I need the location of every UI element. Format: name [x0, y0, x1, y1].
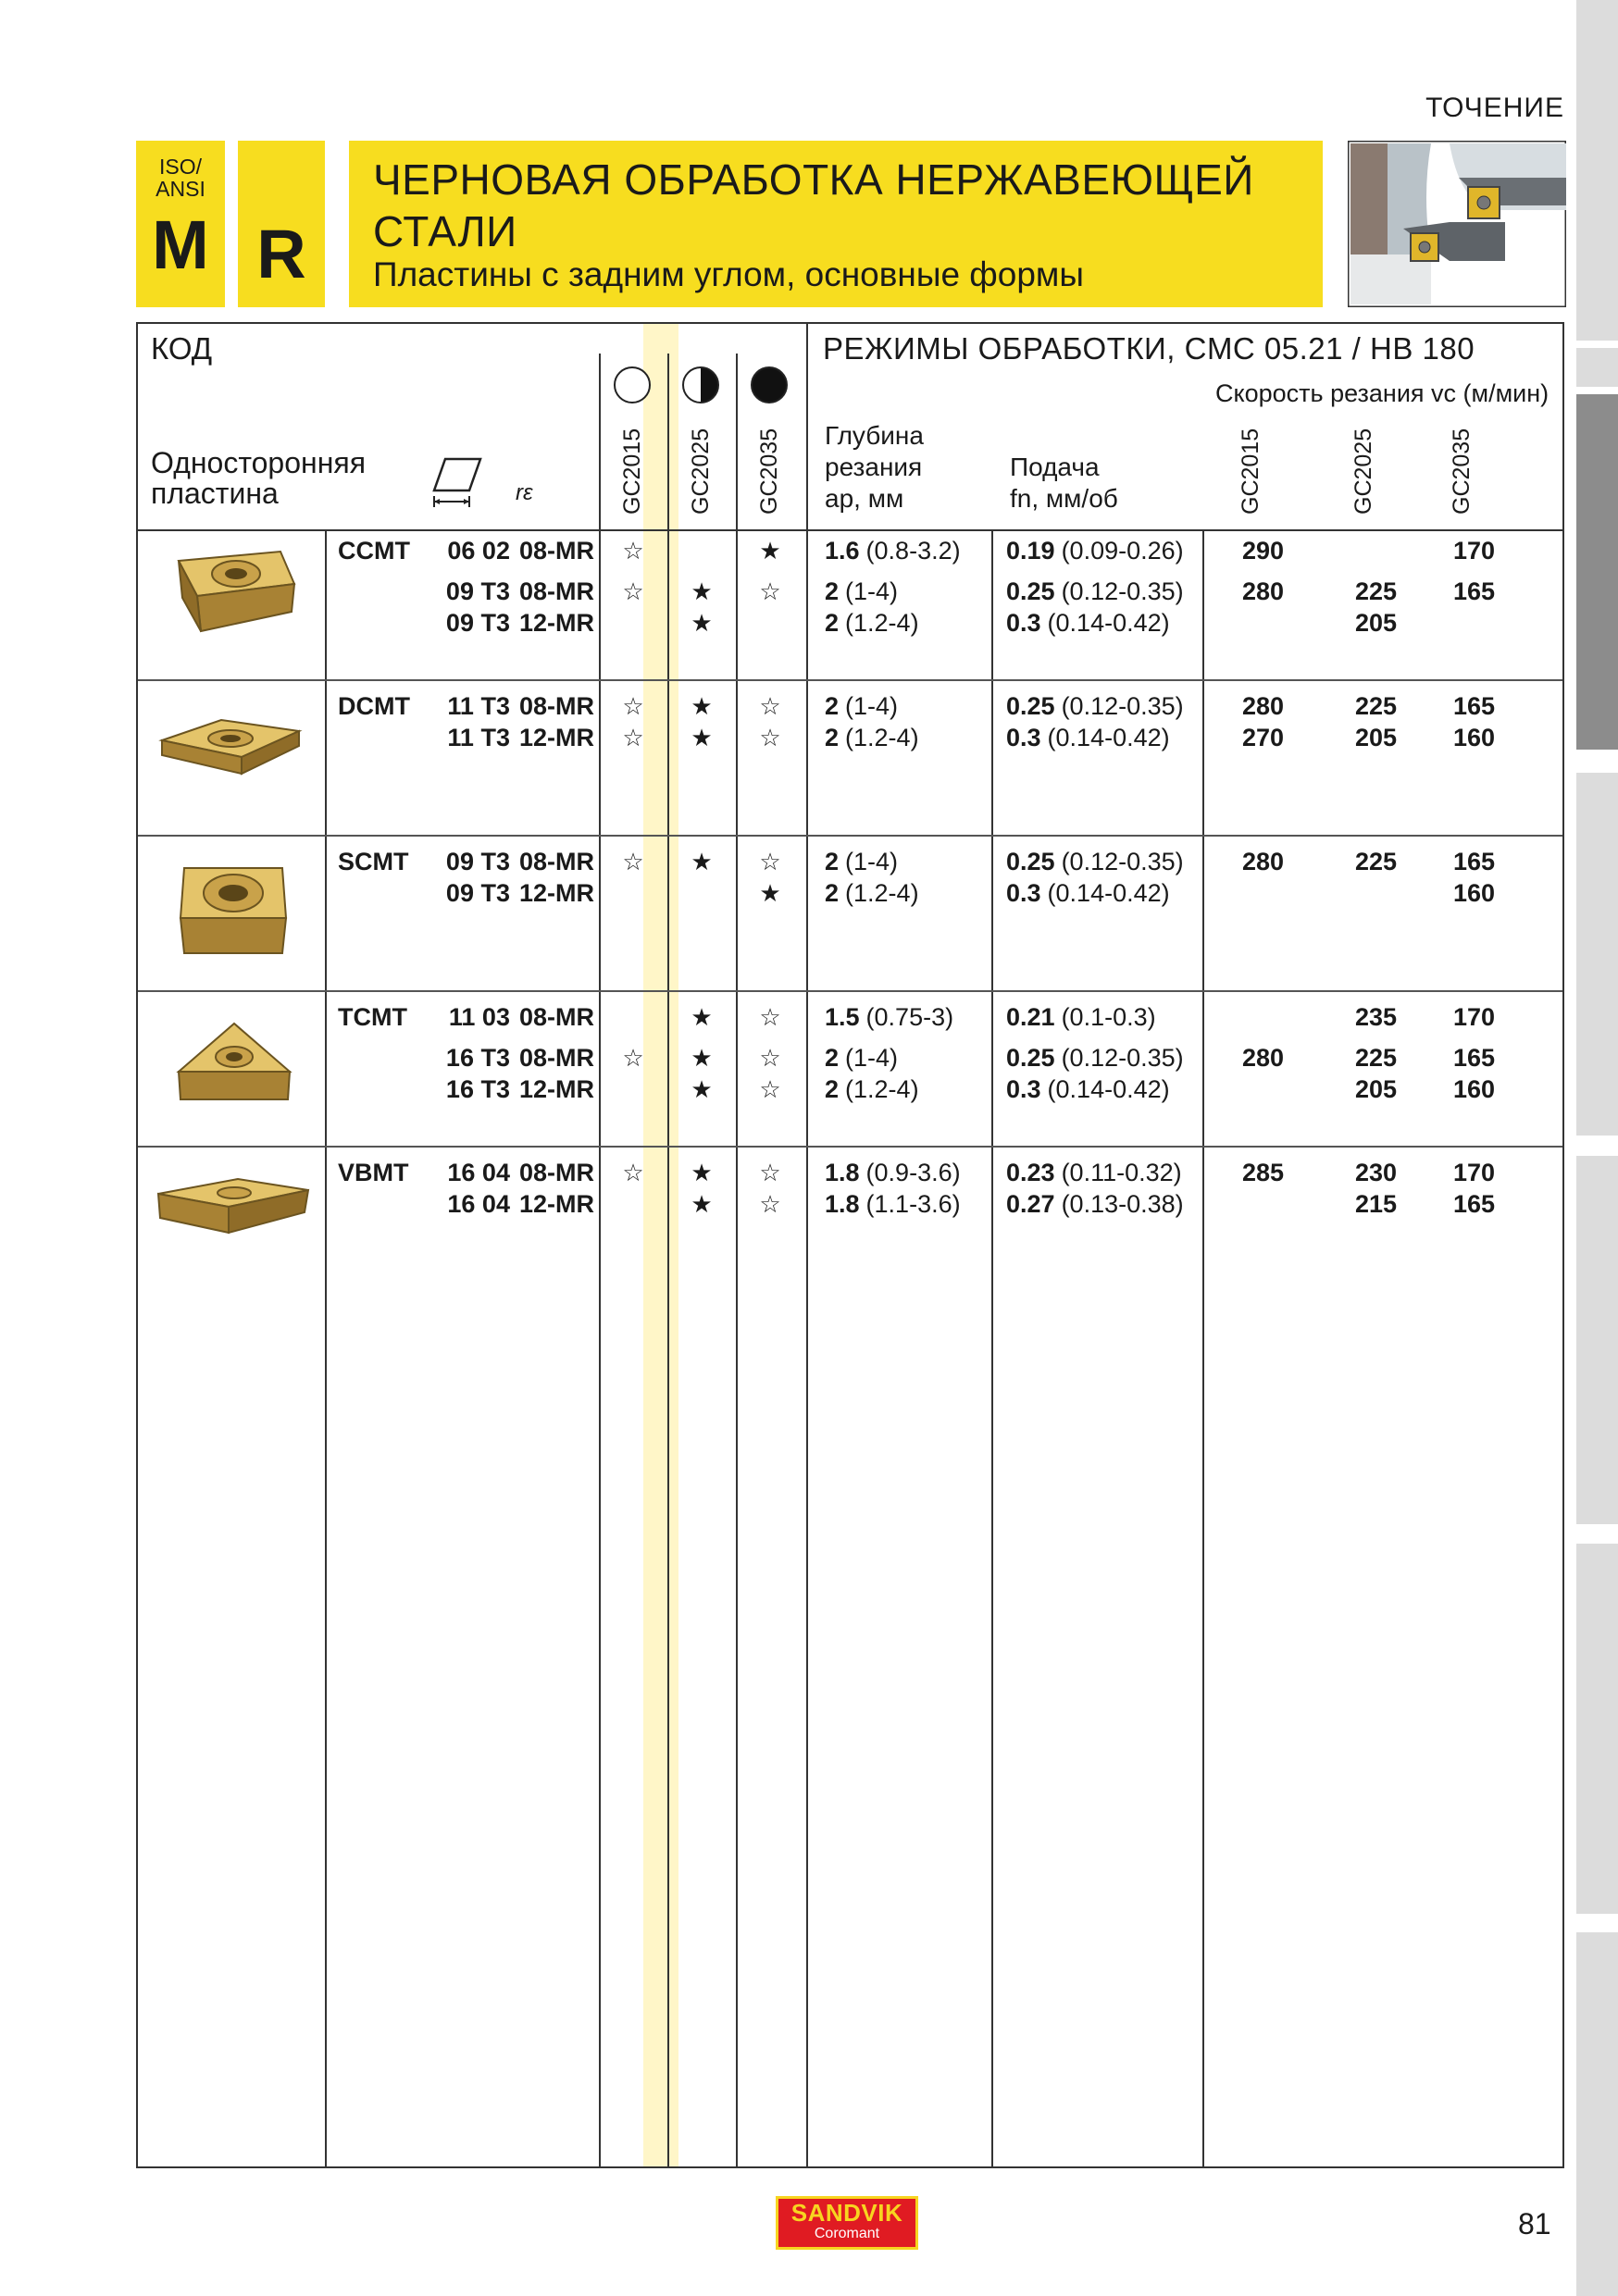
- grade-gc2025-rating: ★: [691, 1003, 713, 1031]
- speed-gc2015: 285: [1241, 1159, 1284, 1186]
- speed-gc2025: 215: [1354, 1190, 1397, 1218]
- grade-gc2035-rating: ☆: [759, 1190, 781, 1218]
- logo-brand: SANDVIK: [790, 2199, 903, 2227]
- insert-code[interactable]: [416, 722, 594, 753]
- cutting-speed-header: Скорость резания vc (м/мин): [1215, 379, 1550, 407]
- speed-gc2015: 280: [1241, 848, 1284, 875]
- depth-label-line1: Глубина: [825, 421, 924, 450]
- depth-of-cut-value: [825, 576, 898, 607]
- feed-range: (0.14-0.42): [1047, 1075, 1170, 1103]
- insert-code-suffix: -MR: [547, 1003, 594, 1031]
- feed-nominal: 0.21: [1006, 1003, 1055, 1031]
- iso-ansi-label: ISO/ ANSI: [156, 155, 205, 201]
- insert-shape-icon: [427, 453, 486, 511]
- insert-code-suffix: -MR: [547, 1190, 594, 1218]
- insert-code-radius: 12: [518, 879, 548, 907]
- grade-gc2035-rating: ☆: [759, 692, 781, 720]
- speed-gc2025: 235: [1354, 1003, 1397, 1031]
- feed-value: [1006, 1001, 1156, 1033]
- depth-of-cut-nominal: 2: [825, 724, 840, 751]
- side-tab-4[interactable]: [1576, 773, 1618, 1136]
- speed-gc2025: 225: [1354, 848, 1397, 875]
- insert-code[interactable]: [416, 535, 594, 566]
- insert-code[interactable]: [416, 877, 594, 909]
- depth-of-cut-nominal: 2: [825, 609, 840, 637]
- insert-code-size: 16 T3: [445, 1075, 510, 1103]
- gc2015-grade-icon: [614, 366, 651, 403]
- feed-nominal: 0.25: [1006, 848, 1055, 875]
- speed-gc2025: 230: [1354, 1159, 1397, 1186]
- insert-code[interactable]: [416, 607, 594, 639]
- grade-gc2025-rating: ★: [691, 1075, 713, 1103]
- insert-code-suffix: -MR: [547, 1159, 594, 1186]
- insert-code-size: 09 T3: [445, 879, 510, 907]
- insert-code-suffix: -MR: [547, 609, 594, 637]
- gc2035-grade-icon: [751, 366, 788, 403]
- speed-gc2025: 205: [1354, 724, 1397, 751]
- depth-of-cut-nominal: 2: [825, 879, 840, 907]
- cutting-data-header: РЕЖИМЫ ОБРАБОТКИ, CMC 05.21 / HB 180: [823, 331, 1475, 366]
- grade-gc2035-rating: ☆: [759, 1159, 781, 1186]
- depth-of-cut-nominal: 1.5: [825, 1003, 860, 1031]
- depth-of-cut-range: (1.2-4): [845, 609, 919, 637]
- feed-nominal: 0.19: [1006, 537, 1055, 565]
- grade-gc2015-rating: ☆: [622, 537, 644, 565]
- feed-value: [1006, 722, 1170, 753]
- feed-range: (0.12-0.35): [1061, 1044, 1184, 1072]
- code-prefix: CCMT: [338, 537, 410, 565]
- insert-code-suffix: -MR: [547, 724, 594, 751]
- depth-of-cut-value: [825, 1074, 919, 1105]
- side-tab-2[interactable]: [1576, 348, 1618, 387]
- speed-gc2025: 225: [1354, 692, 1397, 720]
- grade-gc2035-rating: ★: [759, 537, 781, 565]
- logo-sub: Coromant: [814, 2226, 880, 2241]
- insert-code-size: 09 T3: [445, 577, 510, 605]
- insert-code-size: 06 02: [447, 537, 510, 565]
- speed-gc2035: 165: [1452, 1190, 1495, 1218]
- insert-code-radius: 08: [518, 1003, 548, 1031]
- insert-code[interactable]: [416, 846, 594, 877]
- feed-range: (0.1-0.3): [1061, 1003, 1156, 1031]
- depth-of-cut-nominal: 1.6: [825, 537, 860, 565]
- speed-gc2035: 160: [1452, 879, 1495, 907]
- speed-grade-label-gc2015: GC2015: [1238, 428, 1263, 515]
- page-title: ЧЕРНОВАЯ ОБРАБОТКА НЕРЖАВЕЮЩЕЙ СТАЛИ: [373, 155, 1254, 255]
- grade-gc2025-rating: ★: [691, 692, 713, 720]
- scmt-insert-image: [173, 861, 293, 962]
- feed-label-line1: Подача: [1010, 453, 1100, 481]
- grade-gc2015-rating: ☆: [622, 692, 644, 720]
- depth-of-cut-nominal: 2: [825, 1075, 840, 1103]
- feed-nominal: 0.3: [1006, 724, 1041, 751]
- page-subtitle: Пластины с задним углом, основные формы: [373, 255, 1084, 293]
- depth-of-cut-range: (1-4): [845, 577, 899, 605]
- speed-gc2015: 280: [1241, 692, 1284, 720]
- depth-of-cut-range: (1.2-4): [845, 724, 919, 751]
- feed-value: [1006, 1042, 1184, 1074]
- insert-code-radius: 12: [518, 1190, 548, 1218]
- insert-code-suffix: -MR: [547, 848, 594, 875]
- iso-badge: [136, 141, 225, 307]
- insert-code-size: 09 T3: [445, 609, 510, 637]
- speed-gc2035: 165: [1452, 1044, 1495, 1072]
- insert-code-size: 09 T3: [445, 848, 510, 875]
- insert-code-radius: 12: [518, 609, 548, 637]
- feed-value: [1006, 1074, 1170, 1105]
- insert-code-radius: 08: [518, 692, 548, 720]
- speed-gc2015: 290: [1241, 537, 1284, 565]
- feed-nominal: 0.3: [1006, 609, 1041, 637]
- grade-label-gc2025: GC2025: [688, 428, 714, 515]
- turning-tool-image: [1348, 141, 1566, 307]
- speed-gc2015: 280: [1241, 1044, 1284, 1072]
- insert-code-size: 16 04: [447, 1159, 510, 1186]
- insert-code-suffix: -MR: [547, 1075, 594, 1103]
- feed-range: (0.13-0.38): [1061, 1190, 1184, 1218]
- insert-code-size: 11 T3: [447, 692, 510, 720]
- depth-of-cut-range: (0.9-3.6): [865, 1159, 961, 1186]
- grade-gc2025-rating: ★: [691, 1159, 713, 1186]
- speed-grade-label-gc2035: GC2035: [1449, 428, 1475, 515]
- side-tab-1[interactable]: [1576, 0, 1618, 341]
- feed-value: [1006, 1188, 1184, 1220]
- grade-gc2025-rating: ★: [691, 609, 713, 637]
- grade-gc2035-rating: ☆: [759, 1003, 781, 1031]
- feed-value: [1006, 877, 1170, 909]
- depth-of-cut-value: [825, 1001, 953, 1033]
- depth-of-cut-range: (1-4): [845, 692, 899, 720]
- depth-of-cut-value: [825, 690, 898, 722]
- grade-gc2015-rating: ☆: [622, 724, 644, 751]
- grade-gc2015-rating: ☆: [622, 577, 644, 605]
- grade-gc2015-rating: ☆: [622, 848, 644, 875]
- speed-gc2025: 225: [1354, 577, 1397, 605]
- material-group-letter: M: [152, 206, 209, 283]
- insert-code-suffix: -MR: [547, 1044, 594, 1072]
- depth-of-cut-value: [825, 1188, 961, 1220]
- speed-gc2035: 165: [1452, 577, 1495, 605]
- insert-code-radius: 08: [518, 1044, 548, 1072]
- code-prefix: DCMT: [338, 692, 410, 720]
- insert-code-size: 11 T3: [447, 724, 510, 751]
- depth-of-cut-nominal: 2: [825, 848, 840, 875]
- dcmt-insert-image: [156, 703, 305, 787]
- insert-code-size: 16 T3: [445, 1044, 510, 1072]
- application-letter: R: [256, 216, 306, 292]
- speed-gc2035: 165: [1452, 848, 1495, 875]
- feed-nominal: 0.25: [1006, 577, 1055, 605]
- depth-of-cut-value: [825, 722, 919, 753]
- depth-of-cut-nominal: 2: [825, 1044, 840, 1072]
- grade-gc2015-rating: ☆: [622, 1044, 644, 1072]
- grade-label-gc2015: GC2015: [619, 428, 645, 515]
- grade-gc2015-rating: ☆: [622, 1159, 644, 1186]
- speed-gc2025: 205: [1354, 1075, 1397, 1103]
- insert-code-suffix: -MR: [547, 692, 594, 720]
- depth-of-cut-range: (1.2-4): [845, 1075, 919, 1103]
- insert-code[interactable]: [416, 690, 594, 722]
- title-banner: [349, 141, 1323, 307]
- tcmt-insert-image: [169, 1016, 299, 1118]
- depth-of-cut-nominal: 1.8: [825, 1190, 860, 1218]
- speed-gc2015: 270: [1241, 724, 1284, 751]
- side-tab-turning-active[interactable]: [1576, 394, 1618, 750]
- insert-type-header: Односторонняя пластина: [151, 446, 367, 510]
- feed-nominal: 0.25: [1006, 692, 1055, 720]
- feed-nominal: 0.3: [1006, 879, 1041, 907]
- feed-label-line2: fn, мм/об: [1010, 484, 1118, 513]
- speed-gc2015: 280: [1241, 577, 1284, 605]
- grade-gc2025-rating: ★: [691, 724, 713, 751]
- application-badge: [238, 141, 325, 307]
- speed-gc2035: 170: [1452, 1003, 1495, 1031]
- grade-gc2035-rating: ★: [759, 879, 781, 907]
- code-prefix: TCMT: [338, 1003, 407, 1031]
- feed-range: (0.12-0.35): [1061, 692, 1184, 720]
- depth-of-cut-range: (0.8-3.2): [865, 537, 961, 565]
- depth-of-cut-range: (1-4): [845, 848, 899, 875]
- speed-gc2025: 205: [1354, 609, 1397, 637]
- feed-value: [1006, 576, 1184, 607]
- depth-of-cut-value: [825, 535, 961, 566]
- grade-gc2035-rating: ☆: [759, 1044, 781, 1072]
- insert-code[interactable]: [416, 1001, 594, 1033]
- feed-range: (0.12-0.35): [1061, 848, 1184, 875]
- depth-label-line3: ap, мм: [825, 484, 904, 513]
- depth-label-line2: резания: [825, 453, 923, 481]
- grade-label-gc2035: GC2035: [756, 428, 782, 515]
- depth-of-cut-value: [825, 1042, 898, 1074]
- grade-gc2025-rating: ★: [691, 1190, 713, 1218]
- insert-code-suffix: -MR: [547, 879, 594, 907]
- speed-gc2035: 160: [1452, 1075, 1495, 1103]
- sandvik-logo: [776, 2196, 918, 2250]
- feed-value: [1006, 535, 1184, 566]
- insert-code[interactable]: [416, 1074, 594, 1105]
- depth-of-cut-range: (1.2-4): [845, 879, 919, 907]
- feed-range: (0.14-0.42): [1047, 879, 1170, 907]
- depth-of-cut-value: [825, 846, 898, 877]
- insert-code-radius: 12: [518, 724, 548, 751]
- speed-grade-label-gc2025: GC2025: [1350, 428, 1376, 515]
- feed-nominal: 0.25: [1006, 1044, 1055, 1072]
- insert-code-suffix: -MR: [547, 537, 594, 565]
- insert-code[interactable]: [416, 1188, 594, 1220]
- grade-gc2025-rating: ★: [691, 1044, 713, 1072]
- insert-code-size: 11 03: [448, 1003, 510, 1031]
- grade-gc2035-rating: ☆: [759, 1075, 781, 1103]
- side-tab-5[interactable]: [1576, 1156, 1618, 1524]
- feed-range: (0.14-0.42): [1047, 724, 1170, 751]
- feed-nominal: 0.23: [1006, 1159, 1055, 1186]
- gc2025-grade-icon: [682, 366, 719, 403]
- depth-of-cut-nominal: 2: [825, 692, 840, 720]
- feed-header: [1010, 452, 1118, 515]
- speed-gc2035: 165: [1452, 692, 1495, 720]
- depth-of-cut-header: [825, 420, 924, 515]
- grade-gc2025-rating: ★: [691, 577, 713, 605]
- grade-gc2035-rating: ☆: [759, 848, 781, 875]
- grade-gc2035-rating: ☆: [759, 577, 781, 605]
- side-tab-6[interactable]: [1576, 1544, 1618, 1914]
- insert-code-size: 16 04: [447, 1190, 510, 1218]
- section-label: ТОЧЕНИЕ: [1425, 93, 1564, 123]
- feed-value: [1006, 1157, 1182, 1188]
- feed-value: [1006, 607, 1170, 639]
- insert-code[interactable]: [416, 576, 594, 607]
- insert-code[interactable]: [416, 1157, 594, 1188]
- speed-gc2035: 160: [1452, 724, 1495, 751]
- code-prefix: VBMT: [338, 1159, 409, 1186]
- speed-gc2035: 170: [1452, 1159, 1495, 1186]
- speed-gc2025: 225: [1354, 1044, 1397, 1072]
- speed-gc2035: 170: [1452, 537, 1495, 565]
- insert-code-radius: 08: [518, 848, 548, 875]
- insert-code-radius: 08: [518, 577, 548, 605]
- corner-radius-header: rε: [516, 480, 533, 505]
- depth-of-cut-range: (0.75-3): [865, 1003, 954, 1031]
- insert-code-radius: 08: [518, 537, 548, 565]
- insert-code-radius: 12: [518, 1075, 548, 1103]
- feed-range: (0.11-0.32): [1061, 1159, 1182, 1186]
- code-header: КОД: [151, 331, 213, 366]
- side-tab-7[interactable]: [1576, 1932, 1618, 2296]
- insert-code-suffix: -MR: [547, 577, 594, 605]
- feed-range: (0.09-0.26): [1061, 537, 1184, 565]
- depth-of-cut-value: [825, 877, 919, 909]
- depth-of-cut-value: [825, 1157, 961, 1188]
- feed-value: [1006, 846, 1184, 877]
- feed-range: (0.14-0.42): [1047, 609, 1170, 637]
- depth-of-cut-value: [825, 607, 919, 639]
- depth-of-cut-nominal: 1.8: [825, 1159, 860, 1186]
- product-table: [136, 322, 1564, 2168]
- ccmt-insert-image: [169, 542, 299, 644]
- feed-range: (0.12-0.35): [1061, 577, 1184, 605]
- feed-nominal: 0.3: [1006, 1075, 1041, 1103]
- depth-of-cut-range: (1.1-3.6): [865, 1190, 961, 1218]
- insert-code-radius: 08: [518, 1159, 548, 1186]
- insert-code[interactable]: [416, 1042, 594, 1074]
- vbmt-insert-image: [155, 1166, 312, 1249]
- depth-of-cut-nominal: 2: [825, 577, 840, 605]
- grade-gc2035-rating: ☆: [759, 724, 781, 751]
- page-number: 81: [1518, 2207, 1551, 2240]
- code-prefix: SCMT: [338, 848, 409, 875]
- feed-value: [1006, 690, 1184, 722]
- grade-gc2025-rating: ★: [691, 848, 713, 875]
- depth-of-cut-range: (1-4): [845, 1044, 899, 1072]
- feed-nominal: 0.27: [1006, 1190, 1055, 1218]
